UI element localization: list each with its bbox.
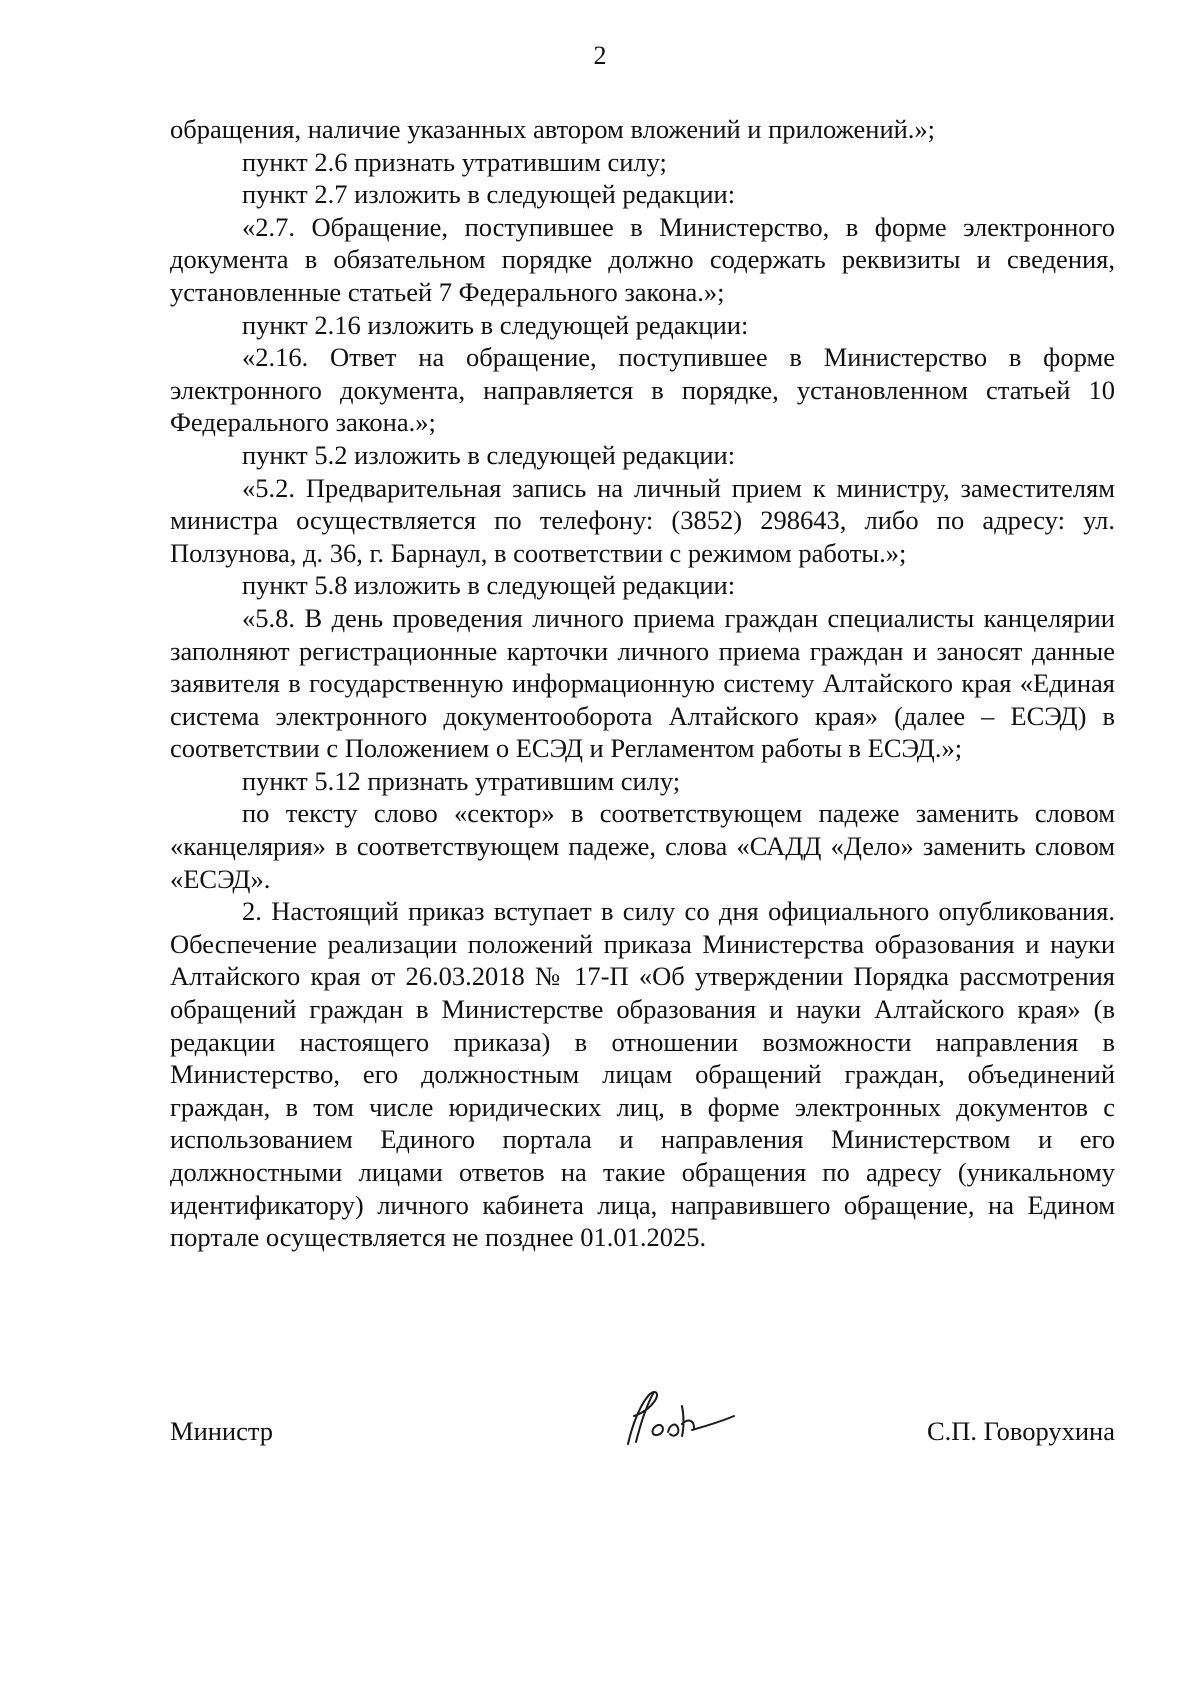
paragraph: «2.7. Обращение, поступившее в Министерство, в форме электронного документа в обязательном порядке должно содержать реквизиты и сведения, установленные статьей 7 Федерального закона.»;: [170, 211, 1115, 307]
paragraph: «5.8. В день проведения личного приема граждан специалисты канцелярии заполняют регистрационные карточки личного приема граждан и заносят данные заявителя в государственную информационную систему Алтайского края «Единая система электронного документооборота Алтайского края» (далее – ЕСЭД) в соответствии с Положением о ЕСЭД и Регламентом работы в ЕСЭД.»;: [170, 602, 1115, 764]
signer-name: С.П. Говорухина: [926, 1416, 1115, 1446]
paragraph: обращения, наличие указанных автором вложений и приложений.»;: [170, 114, 936, 144]
paragraph: «5.2. Предварительная запись на личный прием к министру, заместителям министра осуществляется по телефону: (3852) 298643, либо по адресу: ул. Ползунова, д. 36, г. Барнаул, в соответствии с режимом работы.»;: [170, 472, 1115, 568]
page-number: 2: [593, 41, 607, 70]
paragraph: по тексту слово «сектор» в соответствующем падеже заменить словом «канцелярия» в соответствующем падеже, слова «САДД «Дело» заменить словом «ЕСЭД».: [170, 798, 1115, 894]
signature-block: [170, 1400, 1115, 1470]
signer-title: Министр: [170, 1416, 274, 1446]
document-body: [170, 113, 1115, 1254]
paragraph: пункт 5.8 изложить в следующей редакции:: [242, 570, 736, 601]
paragraph: пункт 5.2 изложить в следующей редакции:: [242, 439, 736, 470]
paragraph: 2. Настоящий приказ вступает в силу со дня официального опубликования. Обеспечение реализации положений приказа Министерства образования и науки Алтайского края от 26.03.2018 № 17-П «Об утверждении Порядка рассмотрения обращений граждан в Министерстве образования и науки Алтайского края» (в редакции настоящего приказа) в отношении возможности направления в Министерство, его должностным лицам обращений граждан, объединений граждан, в том числе юридических лиц, в форме электронных документов с использованием Единого портала и направления Министерством и его должностными лицами ответов на такие обращения по адресу (уникальному идентификатору) личного кабинета лица, направившего обращение, на Едином портале осуществляется не позднее 01.01.2025.: [170, 896, 1115, 1253]
paragraph: пункт 2.16 изложить в следующей редакции:: [242, 309, 749, 340]
paragraph: пункт 2.7 изложить в следующей редакции:: [242, 179, 736, 210]
paragraph: «2.16. Ответ на обращение, поступившее в Министерство в форме электронного документа, направляется в порядке, установленном статьей 10 Федерального закона.»;: [170, 342, 1115, 438]
paragraph: пункт 2.6 признать утратившим силу;: [242, 146, 667, 177]
paragraph: пункт 5.12 признать утратившим силу;: [242, 765, 681, 796]
handwritten-signature: [610, 1386, 740, 1450]
